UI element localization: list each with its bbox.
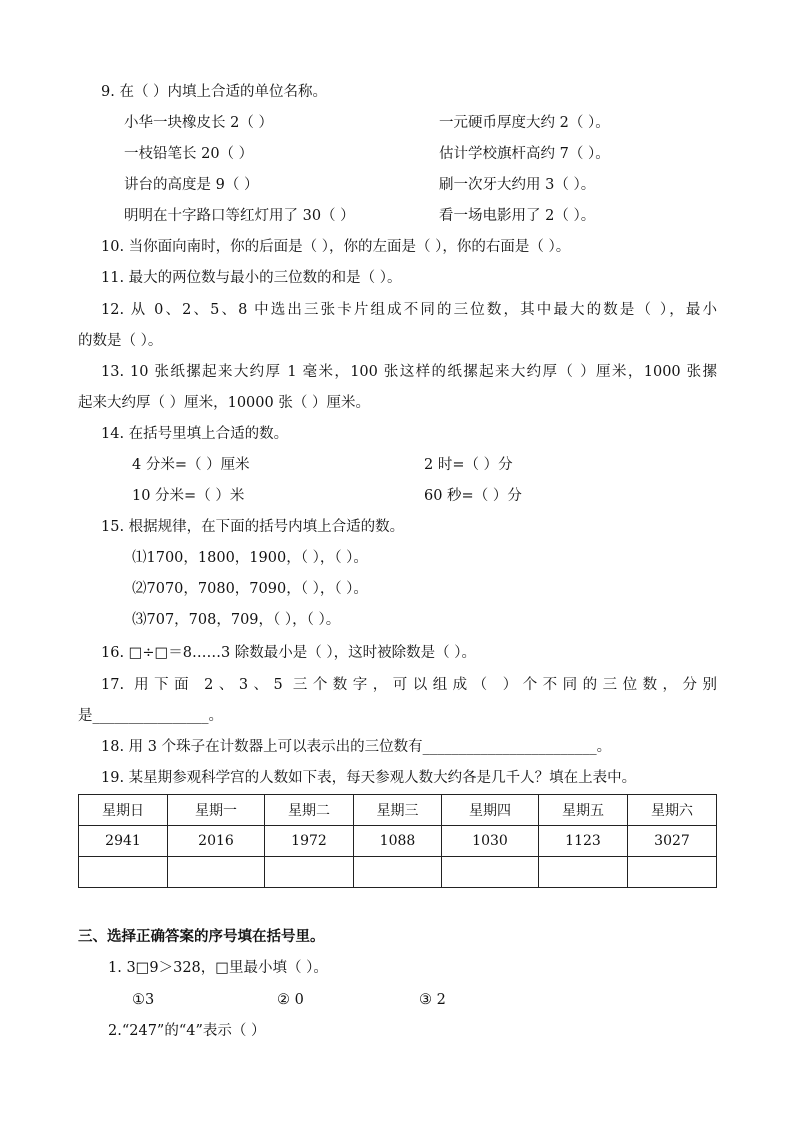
q12-line1: 12. 从 0、2、5、8 中选出三张卡片组成不同的三位数，其中最大的数是（ ），最小 [101, 302, 717, 318]
q15-item: ⑴1700，1800，1900，（ ），（ ）。 [132, 550, 368, 566]
q15-stem: 15. 根据规律，在下面的括号内填上合适的数。 [101, 519, 405, 535]
table-cell: 2941 [79, 826, 168, 857]
table-header-cell: 星期四 [442, 795, 539, 826]
q14-item: 10 分米=（ ）米 [132, 488, 245, 504]
answer-cell[interactable] [539, 857, 628, 888]
answer-cell[interactable] [628, 857, 717, 888]
q14-item: 60 秒=（ ）分 [424, 488, 522, 504]
q9-item: 一元硬币厚度大约 2（ ）。 [439, 115, 610, 131]
table-cell: 1088 [354, 826, 442, 857]
table-answer-row [79, 857, 717, 888]
table-cell: 1972 [265, 826, 354, 857]
section-title: 三、选择正确答案的序号填在括号里。 [78, 929, 325, 945]
answer-cell[interactable] [354, 857, 442, 888]
table-header-cell: 星期三 [354, 795, 442, 826]
s3-q1: 1. 3□9＞328，□里最小填（ ）。 [108, 960, 328, 976]
table-row [79, 826, 717, 857]
s3-q1-option: ①3 [132, 992, 155, 1008]
q9-item: 估计学校旗杆高约 7（ ）。 [439, 146, 610, 162]
q10: 10. 当你面向南时，你的后面是（ ），你的左面是（ ），你的右面是（ ）。 [101, 239, 571, 255]
q11: 11. 最大的两位数与最小的三位数的和是（ ）。 [101, 270, 402, 286]
table-cell: 3027 [628, 826, 717, 857]
s3-q1-option: ② 0 [277, 992, 304, 1008]
q9-item: 一枝铅笔长 20（ ） [124, 146, 254, 162]
q15-item: ⑶707，708，709，（ ），（ ）。 [132, 612, 341, 628]
table-header-row [79, 795, 717, 826]
visitor-table [78, 794, 717, 888]
answer-cell[interactable] [79, 857, 168, 888]
answer-cell[interactable] [168, 857, 265, 888]
table-header-cell: 星期二 [265, 795, 354, 826]
q16: 16. □÷□＝8……3 除数最小是（ ），这时被除数是（ ）。 [101, 645, 476, 661]
table-header-cell: 星期一 [168, 795, 265, 826]
q14-item: 4 分米=（ ）厘米 [132, 457, 250, 473]
q13-line2: 起来大约厚（ ）厘米，10000 张（ ）厘米。 [78, 395, 370, 411]
q9-stem: 9. 在（ ）内填上合适的单位名称。 [101, 84, 328, 100]
q9-item: 明明在十字路口等红灯用了 30（ ） [124, 208, 355, 224]
s3-q2: 2.“247”的“4”表示（ ） [108, 1023, 266, 1039]
table-header-cell: 星期六 [628, 795, 717, 826]
answer-cell[interactable] [442, 857, 539, 888]
q13-line1: 13. 10 张纸摞起来大约厚 1 毫米，100 张这样的纸摞起来大约厚（ ）厘米，1000 张摞 [101, 364, 717, 380]
q9-item: 小华一块橡皮长 2（ ） [124, 115, 273, 131]
table-header-cell: 星期日 [79, 795, 168, 826]
q15-item: ⑵7070，7080，7090，（ ），（ ）。 [132, 581, 368, 597]
table-cell: 2016 [168, 826, 265, 857]
q12-line2: 的数是（ ）。 [78, 333, 163, 349]
q17-line1: 17. 用下面 2、3、5 三个数字，可以组成（ ）个不同的三位数，分别 [101, 677, 717, 693]
answer-cell[interactable] [265, 857, 354, 888]
table-header-cell: 星期五 [539, 795, 628, 826]
q19-stem: 19. 某星期参观科学宫的人数如下表，每天参观人数大约各是几千人？填在上表中。 [101, 770, 637, 786]
q14-stem: 14. 在括号里填上合适的数。 [101, 426, 289, 442]
q18: 18. 用 3 个珠子在计数器上可以表示出的三位数有________________________。 [101, 739, 612, 755]
q9-item: 讲台的高度是 9（ ） [124, 177, 259, 193]
q14-item: 2 时=（ ）分 [424, 457, 513, 473]
table-cell: 1123 [539, 826, 628, 857]
q17-line2: 是________________。 [78, 708, 223, 724]
s3-q1-option: ③ 2 [419, 992, 446, 1008]
q9-item: 刷一次牙大约用 3（ ）。 [439, 177, 596, 193]
q9-item: 看一场电影用了 2（ ）。 [439, 208, 596, 224]
table-cell: 1030 [442, 826, 539, 857]
